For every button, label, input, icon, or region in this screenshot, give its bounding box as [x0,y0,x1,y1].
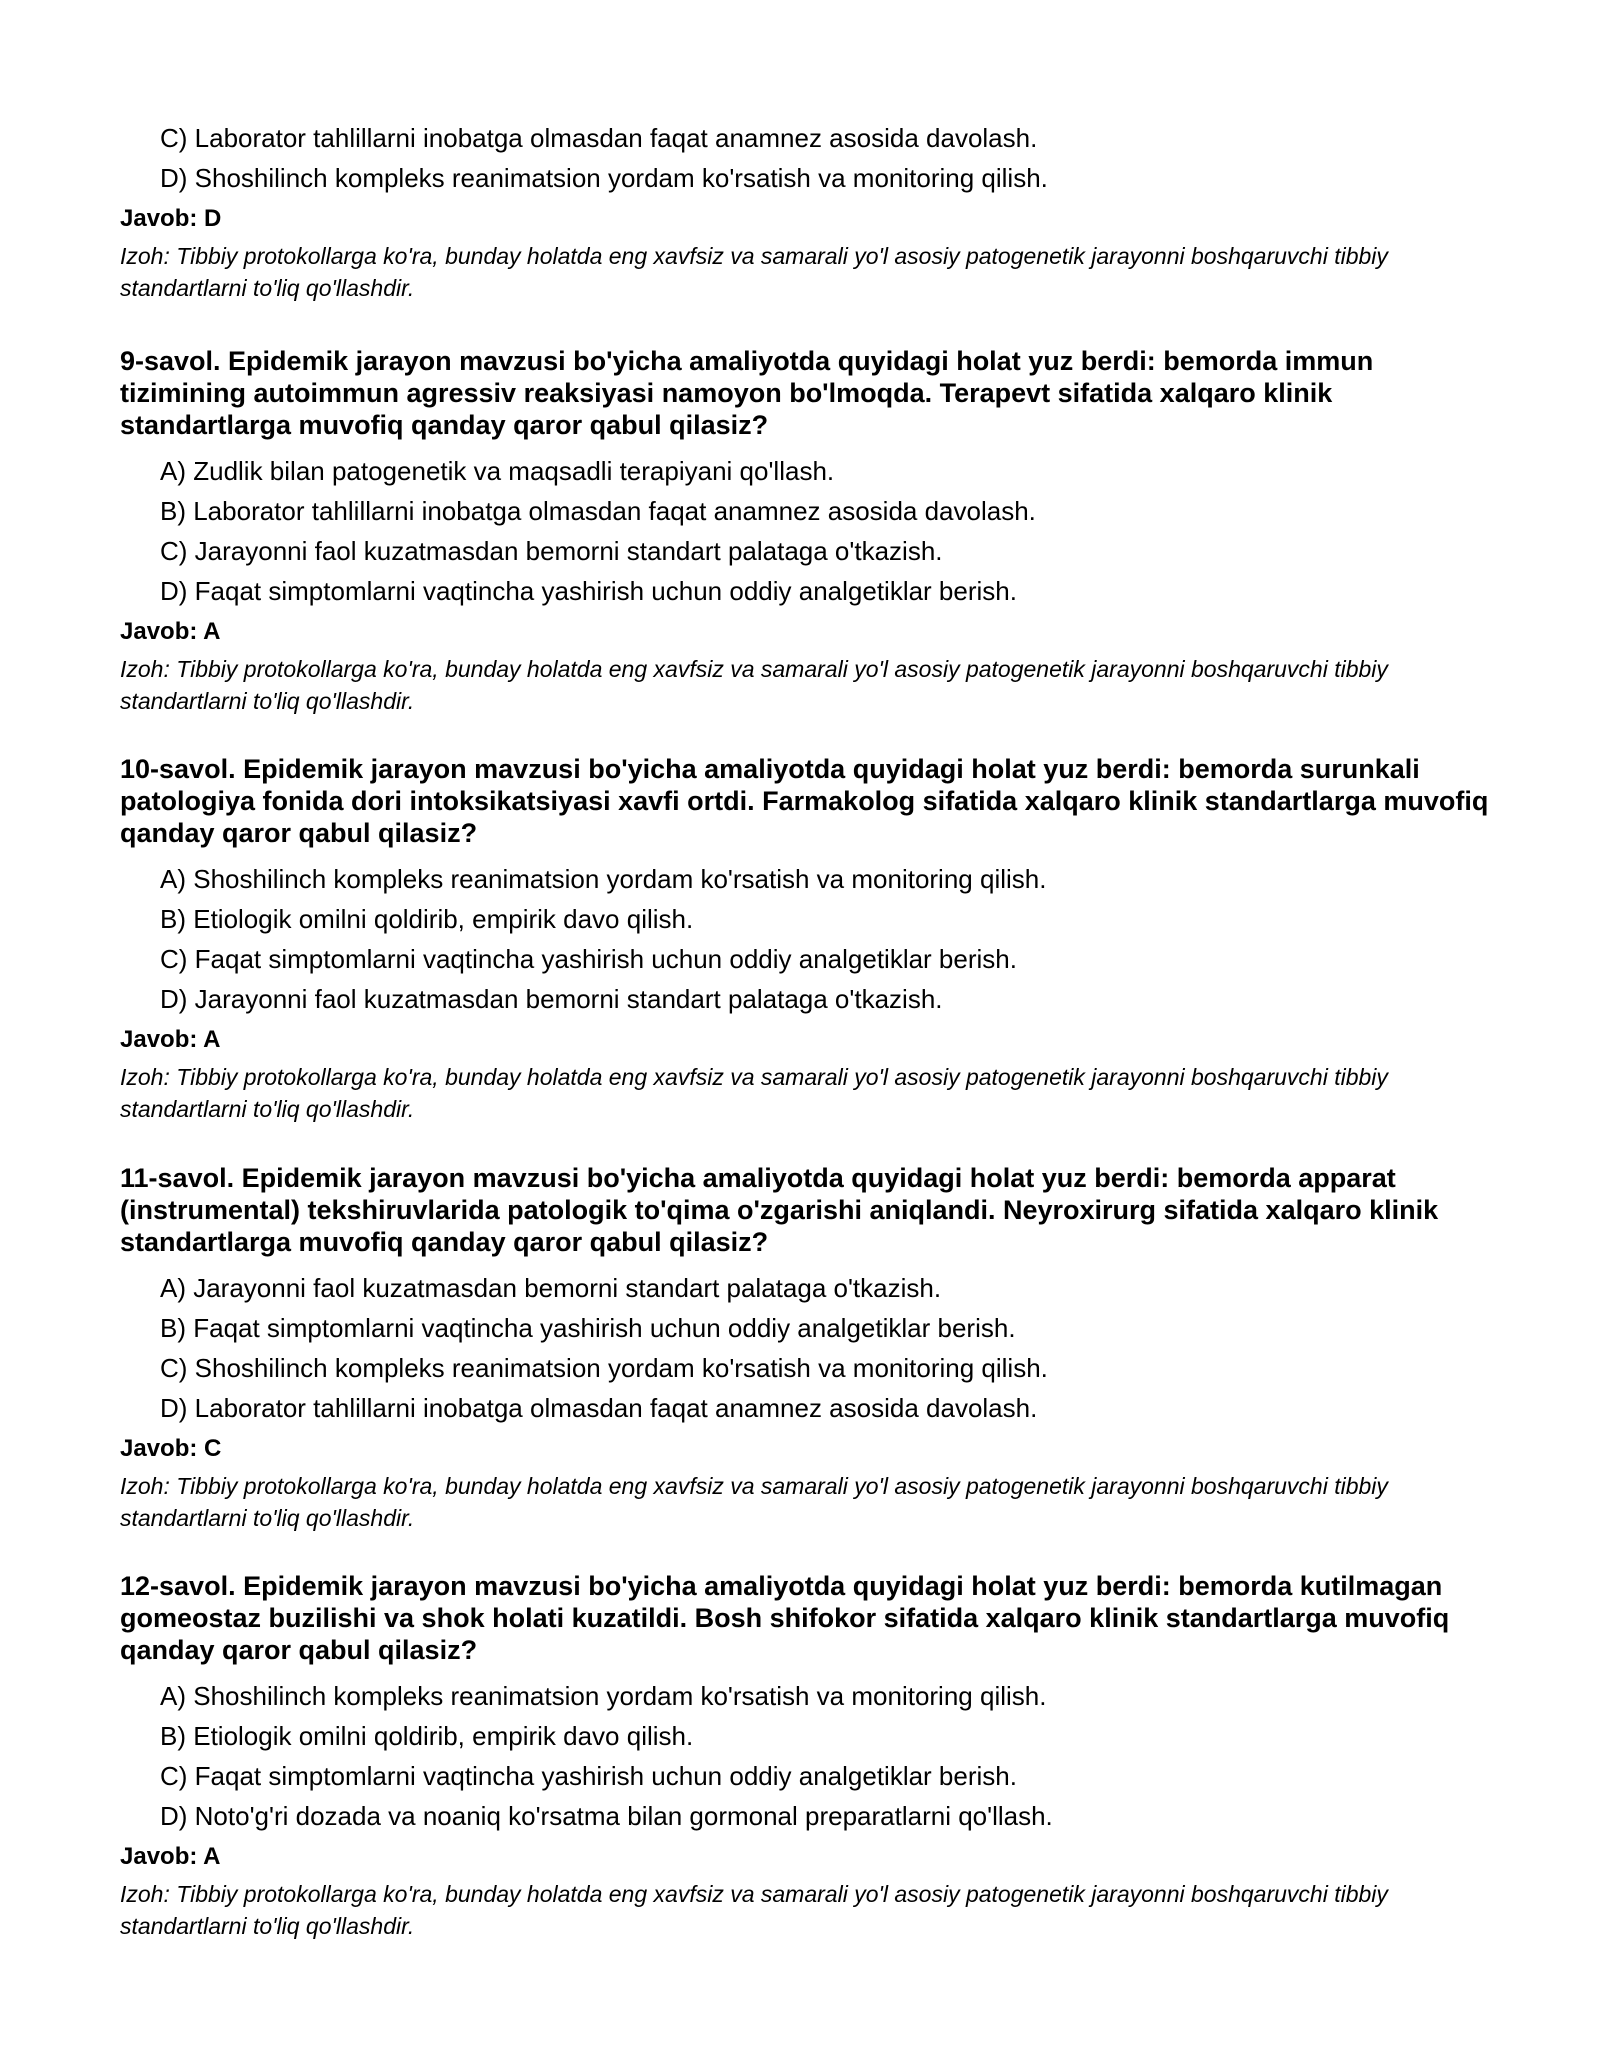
options-list [120,118,1500,198]
answer: Javob: A [120,618,221,645]
option-b: B) Laborator tahlillarni inobatga olmasdan faqat anamnez asosida davolash. [160,496,1036,526]
explanation: Izoh: Tibbiy protokollarga ko'ra, bunday holatda eng xavfsiz va samarali yo'l asosiy patogenetik jarayonni boshqaruvchi tibbiy standartlarni to'liq qo'llashdir. [120,243,1388,301]
option-d: D) Laborator tahlillarni inobatga olmasdan faqat anamnez asosida davolash. [160,1393,1038,1423]
explanation: Izoh: Tibbiy protokollarga ko'ra, bunday holatda eng xavfsiz va samarali yo'l asosiy patogenetik jarayonni boshqaruvchi tibbiy standartlarni to'liq qo'llashdir. [120,1064,1388,1122]
question-12 [120,1570,1500,1942]
question-10 [120,753,1500,1125]
options-list [120,451,1500,611]
explanation: Izoh: Tibbiy protokollarga ko'ra, bunday holatda eng xavfsiz va samarali yo'l asosiy patogenetik jarayonni boshqaruvchi tibbiy standartlarni to'liq qo'llashdir. [120,1473,1388,1531]
option-b: B) Faqat simptomlarni vaqtincha yashirish uchun oddiy analgetiklar berish. [160,1313,1016,1343]
option-d: D) Jarayonni faol kuzatmasdan bemorni standart palataga o'tkazish. [160,984,943,1014]
explanation: Izoh: Tibbiy protokollarga ko'ra, bunday holatda eng xavfsiz va samarali yo'l asosiy patogenetik jarayonni boshqaruvchi tibbiy standartlarni to'liq qo'llashdir. [120,656,1388,714]
answer: Javob: A [120,1843,221,1870]
option-a: A) Jarayonni faol kuzatmasdan bemorni standart palataga o'tkazish. [160,1273,942,1303]
option-a: A) Zudlik bilan patogenetik va maqsadli terapiyani qo'llash. [160,456,835,486]
option-c: C) Faqat simptomlarni vaqtincha yashirish uchun oddiy analgetiklar berish. [160,1761,1017,1791]
option-a: A) Shoshilinch kompleks reanimatsion yordam ko'rsatish va monitoring qilish. [160,864,1047,894]
answer: Javob: A [120,1026,221,1053]
answer: Javob: D [120,205,222,232]
question-title: 9-savol. Epidemik jarayon mavzusi bo'yicha amaliyotda quyidagi holat yuz berdi: bemorda immun tizimining autoimmun agressiv reaksiyasi namoyon bo'lmoqda. Terapevt sifatida xalqaro klinik standartlarga muvofiq qanday qaror qabul qilasiz? [120,346,1374,440]
options-list [120,859,1500,1019]
option-d: D) Faqat simptomlarni vaqtincha yashirish uchun oddiy analgetiklar berish. [160,576,1017,606]
option-b: B) Etiologik omilni qoldirib, empirik davo qilish. [160,1721,694,1751]
answer: Javob: C [120,1435,222,1462]
question-8-continued [120,118,1500,304]
explanation: Izoh: Tibbiy protokollarga ko'ra, bunday holatda eng xavfsiz va samarali yo'l asosiy patogenetik jarayonni boshqaruvchi tibbiy standartlarni to'liq qo'llashdir. [120,1881,1388,1939]
option-c: C) Laborator tahlillarni inobatga olmasdan faqat anamnez asosida davolash. [160,123,1038,153]
question-9 [120,345,1500,717]
option-c: C) Faqat simptomlarni vaqtincha yashirish uchun oddiy analgetiklar berish. [160,944,1017,974]
options-list [120,1268,1500,1428]
option-d: D) Shoshilinch kompleks reanimatsion yordam ko'rsatish va monitoring qilish. [160,163,1048,193]
option-d: D) Noto'g'ri dozada va noaniq ko'rsatma bilan gormonal preparatlarni qo'llash. [160,1801,1053,1831]
question-title: 12-savol. Epidemik jarayon mavzusi bo'yicha amaliyotda quyidagi holat yuz berdi: bemorda kutilmagan gomeostaz buzilishi va shok holati kuzatildi. Bosh shifokor sifatida xalqaro klinik standartlarga muvofiq qanday qaror qabul qilasiz? [120,1571,1450,1665]
question-11 [120,1162,1500,1534]
option-b: B) Etiologik omilni qoldirib, empirik davo qilish. [160,904,694,934]
option-c: C) Jarayonni faol kuzatmasdan bemorni standart palataga o'tkazish. [160,536,943,566]
question-title: 11-savol. Epidemik jarayon mavzusi bo'yicha amaliyotda quyidagi holat yuz berdi: bemorda apparat (instrumental) tekshiruvlarida patologik to'qima o'zgarishi aniqlandi. Neyroxirurg sifatida xalqaro klinik standartlarga muvofiq qanday qaror qabul qilasiz? [120,1163,1439,1257]
options-list [120,1676,1500,1836]
option-a: A) Shoshilinch kompleks reanimatsion yordam ko'rsatish va monitoring qilish. [160,1681,1047,1711]
option-c: C) Shoshilinch kompleks reanimatsion yordam ko'rsatish va monitoring qilish. [160,1353,1048,1383]
question-title: 10-savol. Epidemik jarayon mavzusi bo'yicha amaliyotda quyidagi holat yuz berdi: bemorda surunkali patologiya fonida dori intoksikatsiyasi xavfi ortdi. Farmakolog sifatida xalqaro klinik standartlarga muvofiq qanday qaror qabul qilasiz? [120,754,1489,848]
